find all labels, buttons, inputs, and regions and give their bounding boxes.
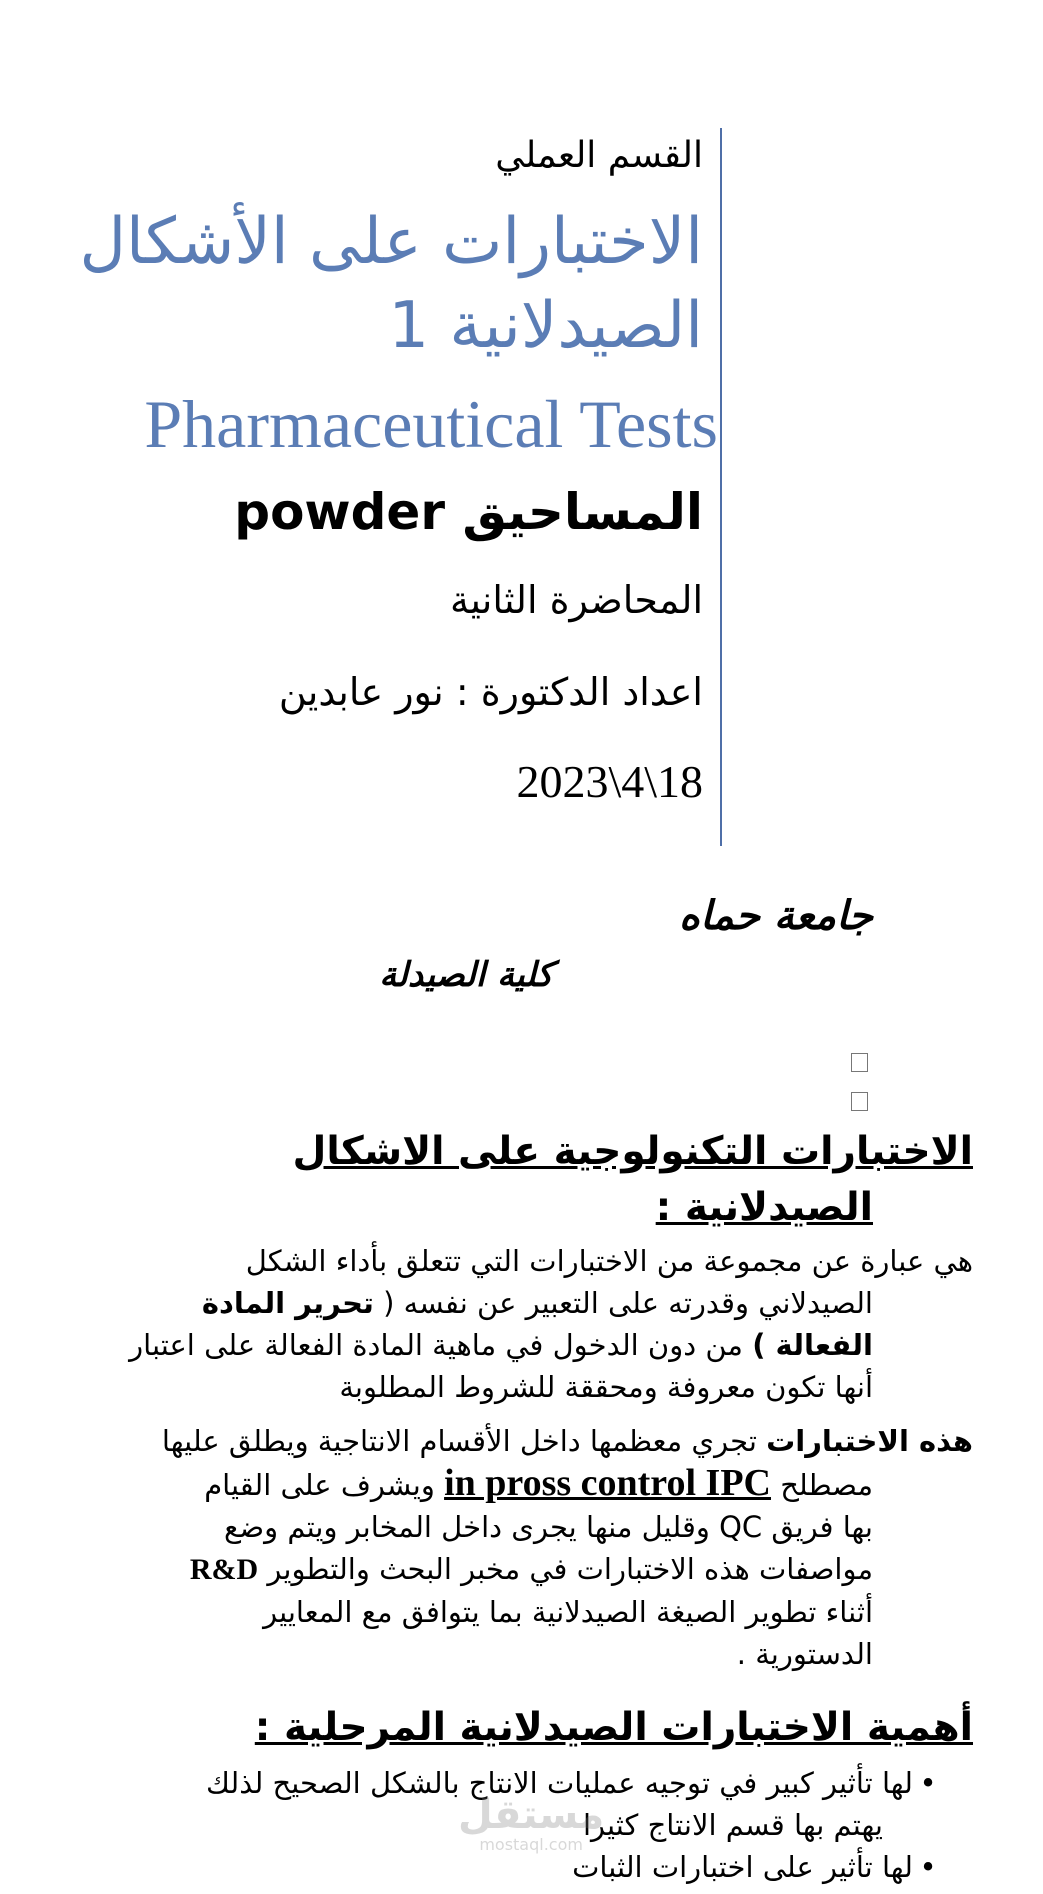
cover-vertical-rule	[720, 128, 722, 846]
bullet-item-continuation: يهتم بها قسم الانتاج كثيرا	[582, 1808, 883, 1842]
paragraph-line	[13, 1462, 973, 1506]
cover-title-english: Pharmaceutical Tests	[144, 386, 718, 462]
text-run: تجري معظمها داخل الأقسام الانتاجية ويطلق عليها	[161, 1424, 767, 1458]
text-run: ويشرف على القيام	[204, 1468, 445, 1502]
cover-kicker: القسم العملي	[495, 135, 703, 176]
section1-heading-line2: الصيدلانية :	[655, 1185, 873, 1230]
section1-paragraph1	[13, 1240, 973, 1408]
paragraph-line: أنها تكون معروفة ومحققة للشروط المطلوبة	[339, 1370, 873, 1404]
text-run: مواصفات هذه الاختبارات في مخبر البحث والتطوير	[258, 1552, 873, 1586]
watermark-text: مستقل	[458, 1792, 605, 1838]
bullet-icon: •	[919, 1766, 937, 1800]
bullet-icon: •	[919, 1850, 937, 1884]
section1-paragraph2	[13, 1420, 973, 1675]
section1-heading	[193, 1124, 973, 1236]
text-run: الصيدلاني وقدرته على التعبير عن نفسه (	[373, 1286, 873, 1320]
cover-title	[79, 200, 703, 368]
watermark-logo	[458, 1792, 605, 1854]
paragraph-line	[13, 1548, 973, 1591]
empty-box-icon	[851, 1053, 868, 1072]
bold-term: الفعالة )	[752, 1328, 873, 1362]
cover-date: 2023\4\18	[516, 756, 703, 807]
ipc-term: in pross control IPC	[444, 1462, 771, 1504]
cover-title-line1: الاختبارات على الأشكال	[79, 205, 703, 279]
section2-heading: أهمية الاختبارات الصيدلانية المرحلية :	[254, 1705, 973, 1750]
paragraph-line: أثناء تطوير الصيغة الصيدلانية بما يتوافق مع المعايير	[263, 1595, 873, 1629]
text-run: من دون الدخول في ماهية المادة الفعالة على اعتبار	[129, 1328, 753, 1362]
empty-box-icon	[851, 1092, 868, 1111]
paragraph-line: الدستورية .	[736, 1637, 873, 1671]
cover-title-line2: الصيدلانية 1	[388, 289, 703, 363]
paragraph-line	[13, 1420, 973, 1462]
bold-term: هذه الاختبارات	[766, 1424, 973, 1458]
university-name: جامعة حماه	[678, 893, 873, 939]
bullet-text: لها تأثير كبير في توجيه عمليات الانتاج بالشكل الصحيح لذلك	[205, 1766, 913, 1800]
paragraph-line: بها فريق QC وقليل منها يجرى داخل المخابر ويتم وضع	[224, 1510, 873, 1544]
bold-term: تحرير المادة	[201, 1286, 374, 1320]
rd-term: R&D	[189, 1553, 259, 1586]
paragraph-line: هي عبارة عن مجموعة من الاختبارات التي تتعلق بأداء الشكل	[245, 1244, 973, 1278]
bullet-text: لها تأثير على اختبارات الثبات	[572, 1850, 913, 1884]
section1-heading-line1: الاختبارات التكنولوجية على الاشكال	[292, 1129, 973, 1174]
cover-lecture: المحاضرة الثانية	[449, 578, 703, 622]
cover-subtitle: المساحيق powder	[234, 483, 703, 541]
paragraph-line	[13, 1282, 973, 1324]
faculty-name: كلية الصيدلة	[379, 955, 553, 995]
watermark-url: mostaql.com	[479, 1835, 583, 1854]
text-run: مصطلح	[770, 1468, 873, 1502]
cover-author: اعداد الدكتورة : نور عابدين	[278, 670, 703, 714]
paragraph-line	[13, 1324, 973, 1366]
